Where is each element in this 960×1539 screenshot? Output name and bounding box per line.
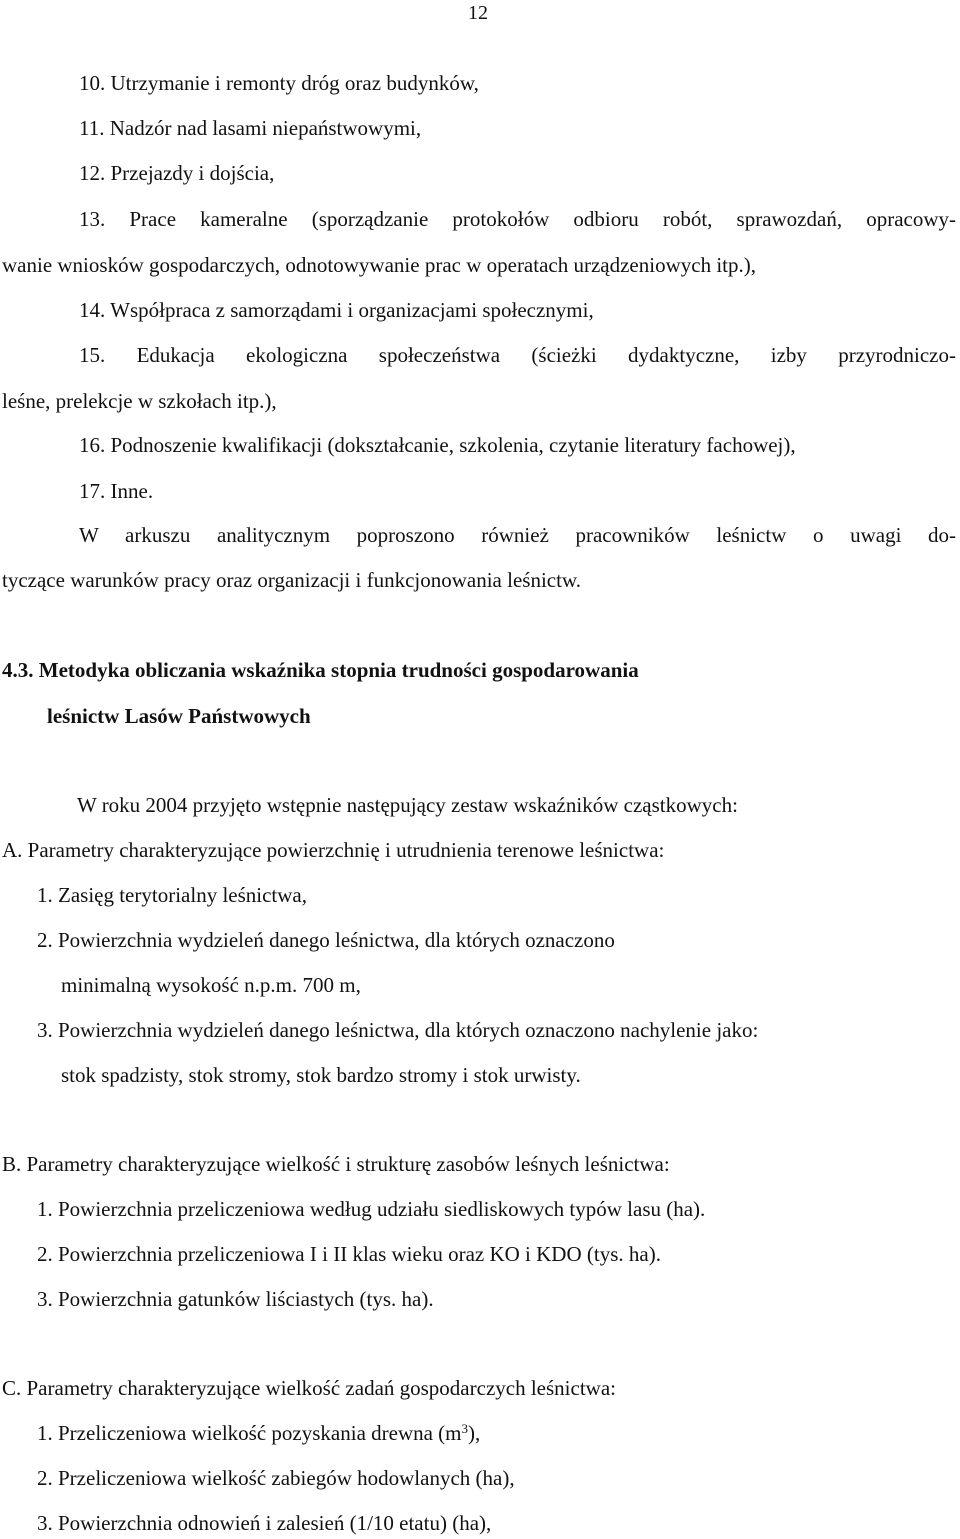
list-item: 11. Nadzór nad lasami niepaństwowymi, [79,116,422,140]
heading-line: 4.3. Metodyka obliczania wskaźnika stopnia trudności gospodarowania [2,658,639,682]
list-item: 2. Powierzchnia wydzieleń danego leśnictwa, dla których oznaczono [37,928,615,952]
list-item: 14. Współpraca z samorządami i organizacjami społecznymi, [79,298,594,322]
list-item: 3. Powierzchnia gatunków liściastych (tys. ha). [37,1287,434,1311]
list-item [37,1420,480,1446]
list-item: 17. Inne. [79,479,154,503]
list-item: 13. Prace kameralne (sporządzanie protokołów odbioru robót, sprawozdań, opracowy- [79,207,956,231]
superscript: 3 [461,1421,469,1436]
list-item-continuation: stok spadzisty, stok stromy, stok bardzo stromy i stok urwisty. [61,1063,581,1087]
list-item: 2. Powierzchnia przeliczeniowa I i II klas wieku oraz KO i KDO (tys. ha). [37,1242,661,1266]
list-item: 3. Powierzchnia odnowień i zalesień (1/10 etatu) (ha), [37,1511,492,1535]
paragraph-line: tyczące warunków pracy oraz organizacji i funkcjonowania leśnictw. [2,568,581,592]
list-item: 3. Powierzchnia wydzieleń danego leśnictwa, dla których oznaczono nachylenie jako: [37,1018,759,1042]
list-item: 2. Przeliczeniowa wielkość zabiegów hodowlanych (ha), [37,1466,515,1490]
list-item: 16. Podnoszenie kwalifikacji (dokształcanie, szkolenia, czytanie literatury fachowej), [79,433,796,457]
paragraph-line: W arkuszu analitycznym poproszono również pracowników leśnictw o uwagi do- [79,523,956,547]
section-a-title: A. Parametry charakteryzujące powierzchnię i utrudnienia terenowe leśnictwa: [2,838,665,862]
list-item: 10. Utrzymanie i remonty dróg oraz budynków, [79,71,479,95]
list-item-continuation: wanie wniosków gospodarczych, odnotowywanie prac w operatach urządzeniowych itp.), [2,253,756,277]
item-text: 1. Przeliczeniowa wielkość pozyskania drewna (m [37,1421,462,1445]
heading-line: leśnictw Lasów Państwowych [47,704,311,728]
section-c-title: C. Parametry charakteryzujące wielkość zadań gospodarczych leśnictwa: [2,1376,616,1400]
intro-text: W roku 2004 przyjęto wstępnie następujący zestaw wskaźników cząstkowych: [77,793,738,817]
list-item: 1. Powierzchnia przeliczeniowa według udziału siedliskowych typów lasu (ha). [37,1197,706,1221]
list-item: 12. Przejazdy i dojścia, [79,161,275,185]
item-text-end: ), [468,1421,481,1445]
list-item-continuation: minimalną wysokość n.p.m. 700 m, [61,973,361,997]
list-item: 15. Edukacja ekologiczna społeczeństwa (ścieżki dydaktyczne, izby przyrodniczo- [79,343,956,367]
section-b-title: B. Parametry charakteryzujące wielkość i strukturę zasobów leśnych leśnictwa: [2,1152,670,1176]
list-item-continuation: leśne, prelekcje w szkołach itp.), [2,389,277,413]
list-item: 1. Zasięg terytorialny leśnictwa, [37,883,307,907]
page-number: 12 [468,2,488,24]
